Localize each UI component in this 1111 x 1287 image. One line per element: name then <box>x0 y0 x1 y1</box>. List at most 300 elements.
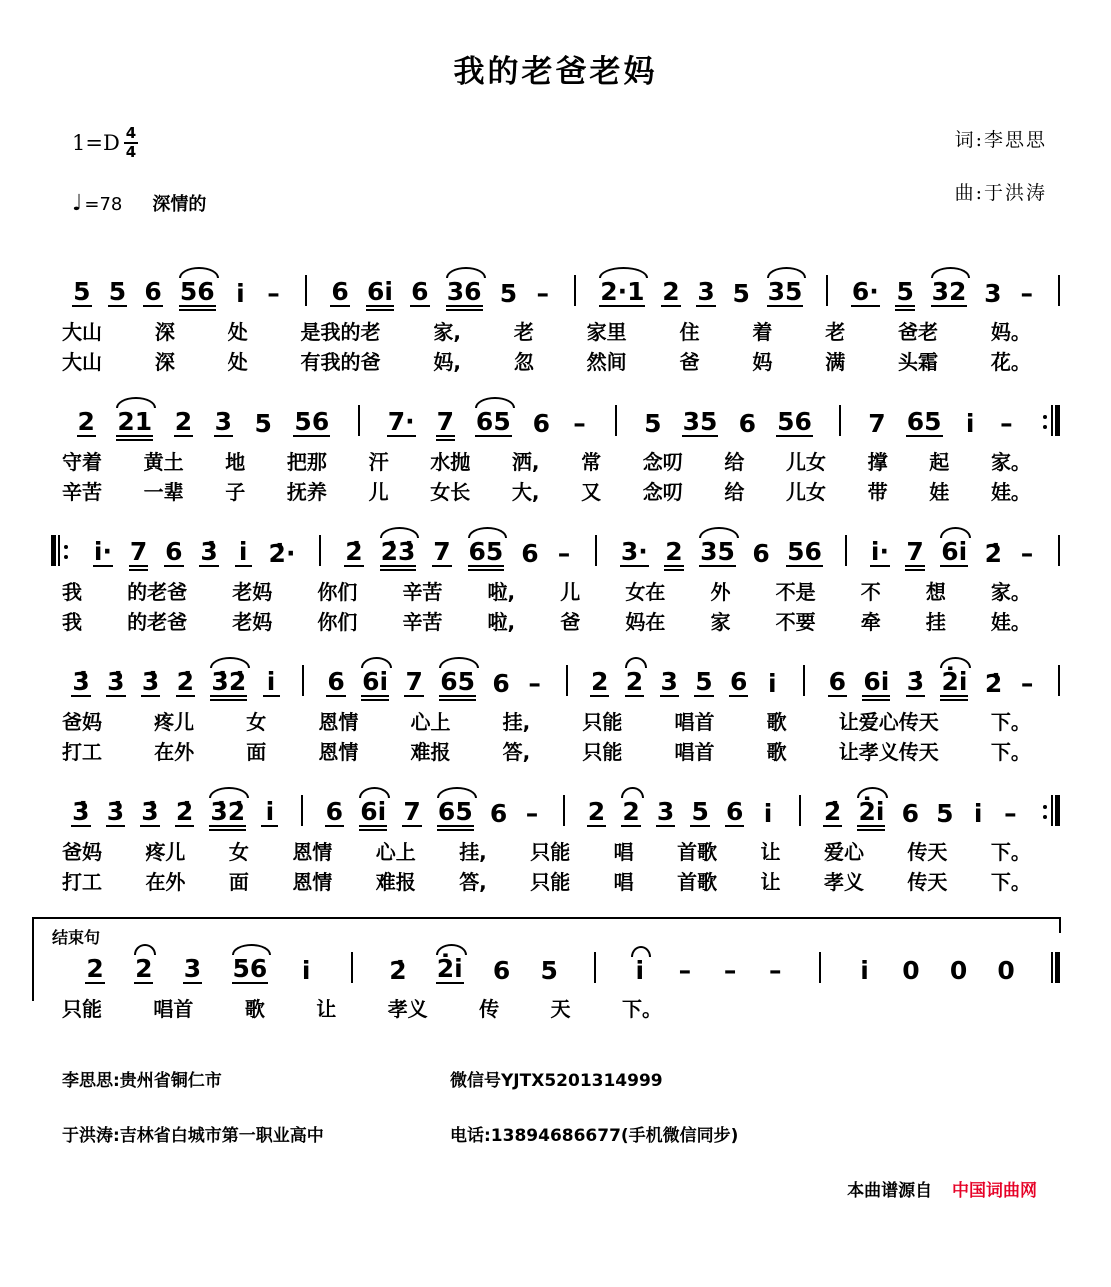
note: 2·1 <box>600 276 645 306</box>
note: 5 <box>691 796 709 826</box>
note: i <box>261 798 278 828</box>
measure <box>829 278 1057 308</box>
lyric-word: 只能 <box>530 840 571 864</box>
note: 5 <box>936 798 954 828</box>
lyric-word: 妈在 <box>625 610 666 634</box>
note: 6 <box>165 536 183 566</box>
credit-prefix: 本曲谱源自 <box>847 1181 933 1201</box>
lyric-word: 下。 <box>990 710 1031 734</box>
lyrics-line <box>50 477 1061 507</box>
lyric-word: 妈 <box>752 350 773 374</box>
measure <box>577 278 825 308</box>
lyric-word: 只能 <box>582 710 623 734</box>
lyric-word: 恩情 <box>318 740 359 764</box>
note: 5 <box>254 408 272 438</box>
note: 3· <box>620 536 648 566</box>
note: 6 <box>492 668 510 698</box>
lyric-word: 女长 <box>430 480 471 504</box>
lyric-word: 疼儿 <box>154 710 195 734</box>
measure <box>50 798 300 828</box>
notes-row <box>50 259 1061 317</box>
note: i <box>263 668 280 698</box>
start-barline <box>50 535 71 567</box>
barline <box>1055 795 1060 826</box>
lyric-word: 想 <box>925 580 946 604</box>
lyric-word: 不要 <box>775 610 816 634</box>
key-label: 1=D <box>72 130 120 155</box>
note: 6 <box>828 666 847 696</box>
lyric-word: 答, <box>459 870 487 894</box>
barline <box>1058 275 1060 306</box>
note: 2̇i <box>858 796 885 826</box>
lyric-word: 我 <box>62 580 82 604</box>
note: 2̇i <box>436 953 463 983</box>
lyric-word: 常 <box>581 450 602 474</box>
note: 2̇3̇ <box>380 536 416 566</box>
note: 2̇· <box>268 538 296 568</box>
note: 2̇ <box>345 536 363 566</box>
barline <box>819 952 821 983</box>
lyric-word: 家 <box>710 610 731 634</box>
barline <box>574 275 576 306</box>
note: 2 <box>135 953 153 983</box>
note: 2̇ <box>984 668 1003 698</box>
lyric-word: 老妈 <box>232 610 273 634</box>
lyrics-line <box>50 867 1061 897</box>
dash: – <box>768 955 782 985</box>
measure <box>305 668 565 698</box>
lyric-word: 老 <box>825 320 846 344</box>
note: 5 <box>732 278 750 308</box>
ending-label: 结束句 <box>52 928 101 947</box>
note: 5 <box>73 276 91 306</box>
note: 3̇ <box>141 666 160 696</box>
measure <box>50 668 301 698</box>
note: 3 <box>656 796 675 826</box>
lyric-word: 外 <box>710 580 731 604</box>
note: 2 <box>77 406 95 436</box>
lyric-word: 女在 <box>625 580 666 604</box>
lyrics-line <box>50 347 1061 377</box>
lyric-word: 娃。 <box>990 480 1031 504</box>
wechat-id: 微信号YJTX5201314999 <box>450 1071 663 1091</box>
barline <box>301 795 303 826</box>
lyric-word: 念叨 <box>642 480 683 504</box>
note: 2̇ <box>389 955 407 985</box>
barline <box>839 405 841 436</box>
dash: – <box>525 798 539 828</box>
note: 7 <box>433 536 451 566</box>
dash: – <box>573 408 586 438</box>
dash: – <box>723 955 737 985</box>
lyric-word: 家。 <box>990 580 1031 604</box>
note: 36 <box>446 276 482 306</box>
lyric-word: 歌 <box>766 710 787 734</box>
note: 3̇ <box>906 666 925 696</box>
lyric-word: 心上 <box>410 710 451 734</box>
lyric-word: 只能 <box>62 997 102 1021</box>
note: 2 <box>587 796 606 826</box>
lyricist-address: 李思思:贵州省铜仁市 <box>62 1071 222 1091</box>
lyric-word: 辛苦 <box>402 610 443 634</box>
notes-row <box>50 936 1061 994</box>
note: i· <box>93 536 112 566</box>
lyric-word: 起 <box>929 450 950 474</box>
measure <box>842 408 1040 438</box>
lyric-word: 我 <box>62 610 82 634</box>
lyric-word: 只能 <box>582 740 623 764</box>
lyric-word: 女 <box>228 840 249 864</box>
note: 3̇ <box>200 536 218 566</box>
lyric-word: 你们 <box>317 610 358 634</box>
lyric-word: 家。 <box>990 450 1031 474</box>
meta-right <box>955 125 1047 231</box>
note: 6 <box>331 276 349 306</box>
note: 6i <box>863 666 890 696</box>
bar-barline <box>1057 275 1061 307</box>
note: 32 <box>931 276 967 306</box>
lyrics-line <box>50 737 1061 767</box>
lyric-word: 恩情 <box>318 710 359 734</box>
lyric-word: 老 <box>513 320 534 344</box>
note: 3 <box>183 953 202 983</box>
lyric-word: 爸妈 <box>62 840 102 864</box>
note: 56 <box>777 406 812 436</box>
note: 65 <box>437 796 473 826</box>
note: 5 <box>499 278 518 308</box>
notes-row <box>50 519 1061 577</box>
note: 3̇ <box>107 666 125 696</box>
lyric-word: 娃。 <box>990 610 1031 634</box>
measure <box>71 538 318 568</box>
lyric-word: 挂, <box>502 710 531 734</box>
note: 7 <box>436 406 454 436</box>
lyric-word: 儿女 <box>786 480 827 504</box>
note: 2 <box>174 406 193 436</box>
lyric-word: 头霜 <box>898 350 939 374</box>
note: 3 <box>214 406 233 436</box>
lyric-word: 一辈 <box>143 480 184 504</box>
dash: – <box>1020 278 1033 308</box>
lyric-word: 儿 <box>368 480 389 504</box>
repeat-barline <box>1040 795 1061 827</box>
measure <box>322 538 594 568</box>
note: 2̇ <box>823 796 842 826</box>
dash: – <box>1000 408 1013 438</box>
lyric-word: 在外 <box>154 740 195 764</box>
lyric-word: 牵 <box>860 610 881 634</box>
notation-area <box>50 259 1061 1024</box>
key-signature <box>72 125 206 160</box>
note: 2 <box>625 666 644 696</box>
note: 5 <box>108 276 127 306</box>
lyric-word: 面 <box>246 740 267 764</box>
lyric-word: 下。 <box>621 997 662 1021</box>
note: 6 <box>521 538 539 568</box>
barline <box>826 275 828 306</box>
barline <box>566 665 568 696</box>
expression-marking: 深情的 <box>152 194 207 215</box>
lyric-word: 大, <box>511 480 540 504</box>
note: 6 <box>492 955 511 985</box>
lyric-word: 难报 <box>375 870 416 894</box>
note: 35 <box>700 536 735 566</box>
note: i <box>973 798 983 828</box>
barline <box>1051 952 1053 983</box>
note: i <box>236 278 245 308</box>
barline <box>51 535 56 566</box>
note: 2̇ <box>176 666 195 696</box>
lyric-word: 不是 <box>775 580 816 604</box>
lyric-word: 地 <box>225 450 246 474</box>
note: 5 <box>540 955 558 985</box>
lyric-word: 打工 <box>62 740 102 764</box>
lyric-word: 是我的老 <box>300 320 381 344</box>
note: 3 <box>697 276 715 306</box>
lyric-word: 在外 <box>145 870 186 894</box>
note: 3 <box>660 666 678 696</box>
lyric-word: 辛苦 <box>402 580 443 604</box>
lyric-word: 忽 <box>513 350 534 374</box>
bar-barline <box>1057 665 1061 697</box>
note: 56 <box>787 536 822 566</box>
measure <box>566 798 798 828</box>
repeat-dots <box>1043 798 1047 825</box>
note: 6 <box>325 796 344 826</box>
lyric-word: 儿女 <box>786 450 827 474</box>
lyric-word: 歌 <box>766 740 787 764</box>
measure <box>304 798 562 828</box>
repeat-dots <box>64 538 68 565</box>
lyric-word: 让 <box>760 840 781 864</box>
note: 3̇ <box>72 796 90 826</box>
lyric-word: 大山 <box>62 350 102 374</box>
note: i <box>235 538 252 568</box>
lyric-word: 让孝义传天 <box>838 740 939 764</box>
measure <box>802 798 1040 828</box>
lyric-word: 你们 <box>317 580 358 604</box>
lyric-word: 大山 <box>62 320 102 344</box>
note: 35 <box>682 406 718 436</box>
measure <box>848 538 1057 568</box>
lyric-word: 唱首 <box>153 997 194 1021</box>
note: 21 <box>117 406 153 436</box>
lyric-word: 传 <box>479 997 500 1021</box>
note: 5 <box>644 408 662 438</box>
note: 6 <box>752 538 770 568</box>
note: 2 <box>662 276 680 306</box>
barline <box>1058 535 1060 566</box>
barline <box>1051 795 1053 826</box>
note: 35 <box>767 276 803 306</box>
lyric-word: 花。 <box>990 350 1031 374</box>
note: 7 <box>868 408 886 438</box>
lyric-word: 有我的爸 <box>300 350 381 374</box>
credit-site-link[interactable]: 中国词曲网 <box>952 1181 1037 1201</box>
lyric-word: 传天 <box>907 840 948 864</box>
phone-number: 电话:13894686677(手机微信同步) <box>450 1126 739 1146</box>
note: 6i <box>941 536 968 566</box>
notation-system <box>50 259 1061 377</box>
lyric-word: 辛苦 <box>62 480 102 504</box>
note: 2 <box>622 796 640 826</box>
footer-row <box>62 1121 1061 1146</box>
lyric-word: 面 <box>228 870 249 894</box>
time-signature <box>124 125 138 160</box>
lyric-word: 啦, <box>487 610 516 634</box>
measure <box>50 278 304 308</box>
note: 6i <box>362 666 389 696</box>
repeat-dots <box>1043 408 1047 435</box>
dash: – <box>557 538 571 568</box>
lyric-word: 爸 <box>679 350 700 374</box>
barline <box>351 952 353 983</box>
barline <box>319 535 321 566</box>
lyric-word: 洒, <box>511 450 540 474</box>
lyric-word: 子 <box>225 480 246 504</box>
lyric-word: 首歌 <box>677 870 718 894</box>
lyric-word: 啦, <box>487 580 516 604</box>
note: 7· <box>387 406 415 436</box>
barline <box>563 795 565 826</box>
note: 6i <box>360 796 387 826</box>
lyric-word: 打工 <box>62 870 102 894</box>
tempo-line <box>72 190 206 216</box>
rest: 0 <box>997 955 1015 985</box>
note: 65 <box>906 406 942 436</box>
lyric-word: 撑 <box>867 450 888 474</box>
note: 6 <box>730 666 748 696</box>
lyric-word: 天 <box>550 997 571 1021</box>
lyric-word: 恩情 <box>292 840 333 864</box>
note: 6· <box>851 276 879 306</box>
note: 2 <box>665 536 683 566</box>
lyric-word: 着 <box>752 320 773 344</box>
barline <box>615 405 617 436</box>
lyric-word: 下。 <box>990 840 1031 864</box>
dash: – <box>1020 668 1034 698</box>
lyric-word: 黄土 <box>143 450 184 474</box>
lyric-word: 娃 <box>929 480 950 504</box>
ending-system <box>32 917 1061 1024</box>
lyric-word: 给 <box>724 450 745 474</box>
lyric-word: 爸老 <box>898 320 939 344</box>
note: 6 <box>738 408 756 438</box>
note: 3̇ <box>106 796 125 826</box>
note: 6 <box>144 276 162 306</box>
lyric-word: 又 <box>581 480 602 504</box>
note: 6 <box>327 666 345 696</box>
footer-row <box>62 1066 1061 1091</box>
rest: 0 <box>902 955 920 985</box>
lyric-word: 爸妈 <box>62 710 102 734</box>
note: 2 <box>86 953 104 983</box>
notes-row <box>50 389 1061 447</box>
note: i <box>965 408 975 438</box>
lyric-word: 唱首 <box>674 740 715 764</box>
lyric-word: 让 <box>760 870 781 894</box>
measure <box>598 538 844 568</box>
lyric-word: 汗 <box>368 450 389 474</box>
dash: – <box>528 668 541 698</box>
measure <box>50 408 357 438</box>
note: 56 <box>294 406 330 436</box>
note: 56 <box>179 276 215 306</box>
note: 7 <box>405 666 423 696</box>
lyric-word: 念叨 <box>642 450 683 474</box>
note: 65 <box>475 406 511 436</box>
lyric-word: 妈。 <box>990 320 1031 344</box>
meta-row <box>50 125 1061 231</box>
dash: – <box>1004 798 1017 828</box>
lyric-word: 带 <box>867 480 888 504</box>
composer-address: 于洪涛:吉林省白城市第一职业高中 <box>62 1126 324 1146</box>
barline <box>302 665 304 696</box>
lyric-word: 挂 <box>925 610 946 634</box>
barline <box>845 535 847 566</box>
note: 2̇ <box>984 538 1003 568</box>
lyrics-line <box>50 607 1061 637</box>
repeat-barline <box>1040 405 1061 437</box>
lyric-word: 唱 <box>613 840 634 864</box>
notation-system <box>50 389 1061 507</box>
time-signature-bottom: 4 <box>125 142 137 161</box>
final-barline <box>1050 952 1061 984</box>
page-title: 我的老爸老妈 <box>453 54 658 90</box>
lyric-word: 处 <box>227 350 248 374</box>
note: 2̇ <box>175 796 194 826</box>
note: 3̇ <box>72 666 90 696</box>
note: 6 <box>726 796 744 826</box>
lyric-word: 首歌 <box>677 840 718 864</box>
lyric-word: 给 <box>724 480 745 504</box>
note: 6 <box>901 798 919 828</box>
note: 3 <box>984 278 1002 308</box>
lyric-word: 守着 <box>62 450 102 474</box>
lyrics-line <box>50 317 1061 347</box>
note: 5 <box>896 276 914 306</box>
measure <box>822 957 1050 985</box>
lyric-word: 唱首 <box>674 710 715 734</box>
lyric-word: 不 <box>860 580 881 604</box>
lyric-word: 女 <box>246 710 267 734</box>
lyric-word: 妈, <box>433 350 461 374</box>
lyrics-line <box>50 577 1061 607</box>
note: i <box>860 955 869 985</box>
note: 6 <box>411 276 429 306</box>
note: i· <box>870 536 889 566</box>
notes-row <box>50 649 1061 707</box>
note: 5 <box>695 666 713 696</box>
footer <box>50 1066 1061 1146</box>
lyric-word: 孝义 <box>387 997 428 1021</box>
lyric-word: 挂, <box>459 840 487 864</box>
notes-row <box>50 779 1061 837</box>
source-credit <box>50 1176 1061 1201</box>
lyric-word: 孝义 <box>823 870 864 894</box>
note: 56 <box>232 953 268 983</box>
lyric-word: 疼儿 <box>145 840 186 864</box>
lyric-word: 唱 <box>613 870 634 894</box>
note: 7 <box>906 536 924 566</box>
composer-credit: 曲:于洪涛 <box>954 182 1047 204</box>
measure <box>361 408 614 438</box>
dash: – <box>1020 538 1034 568</box>
measure <box>806 668 1057 698</box>
lyric-word: 然间 <box>586 350 627 374</box>
note: i <box>763 798 773 828</box>
measure <box>50 955 350 985</box>
